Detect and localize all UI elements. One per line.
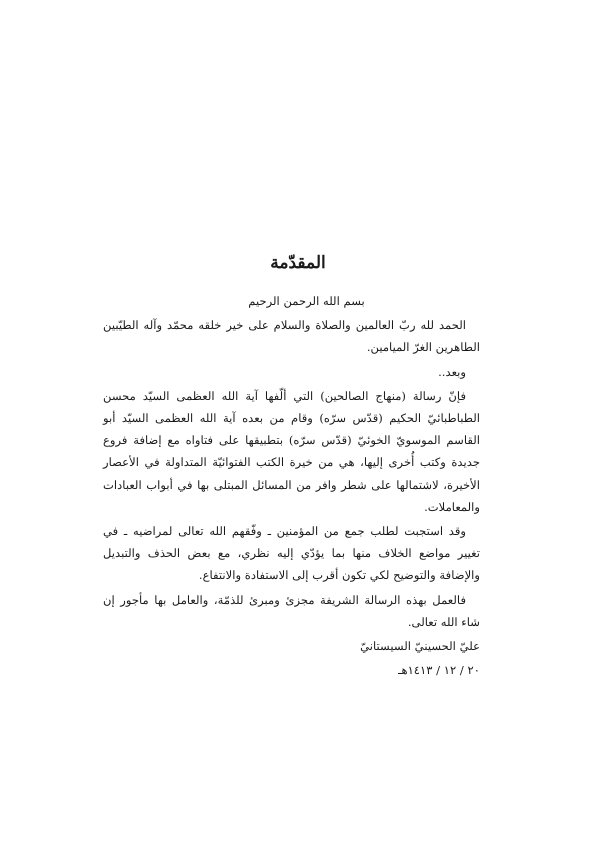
paragraph-and-after: وبعد.. xyxy=(438,364,466,379)
page-title: المقدّمة xyxy=(270,253,326,273)
paragraph-validity: فالعمل بهذه الرسالة الشريفة مجزئ ومبرئ للذمّة، والعامل بها مأجور إن شاء الله تعالى. xyxy=(103,592,480,629)
signature: عليّ الحسينيّ السيستانيّ xyxy=(360,639,480,654)
paragraph-treatise: فإنّ رسالة (منهاج الصالحين) التي ألّفها آية الله العظمى السيّد محسن الطباطبائيّ الحكيم (قدّس سرّه) وقام من بعده آية الله العظمى السيّد أبو القاسم الموسويّ الخوئيّ (قدّس سرّه) بتطبيقها على فتاواه مع إضافة فروع جديدة وكتب أُخرى إليها، هي من خيرة الكتب الفتوائيّة المتداولة في الأعصار الأخيرة، لاشتمالها على شطر وافر من المسائل المبتلى بها في أبواب العبادات والمعاملات. xyxy=(103,388,480,514)
basmala: بسم الله الرحمن الرحيم xyxy=(248,294,365,308)
date: ٢٠ / ١٢ / ١٤١٣هـ xyxy=(398,663,480,678)
paragraph-praise: الحمد لله ربّ العالمين والصلاة والسلام على خير خلقه محمّد وآله الطيّبين الطاهرين الغرّ الميامين. xyxy=(103,318,480,355)
paragraph-request: وقد استجبت لطلب جمع من المؤمنين ـ وفّقهم الله تعالى لمراضيه ـ في تغيير مواضع الخلاف منها بما يؤدّي إليه نظري، مع بعض الحذف والتبديل والإضافة والتوضيح لكي تكون أقرب إلى الاستفادة والانتفاع. xyxy=(103,524,480,583)
document-body xyxy=(103,290,480,683)
